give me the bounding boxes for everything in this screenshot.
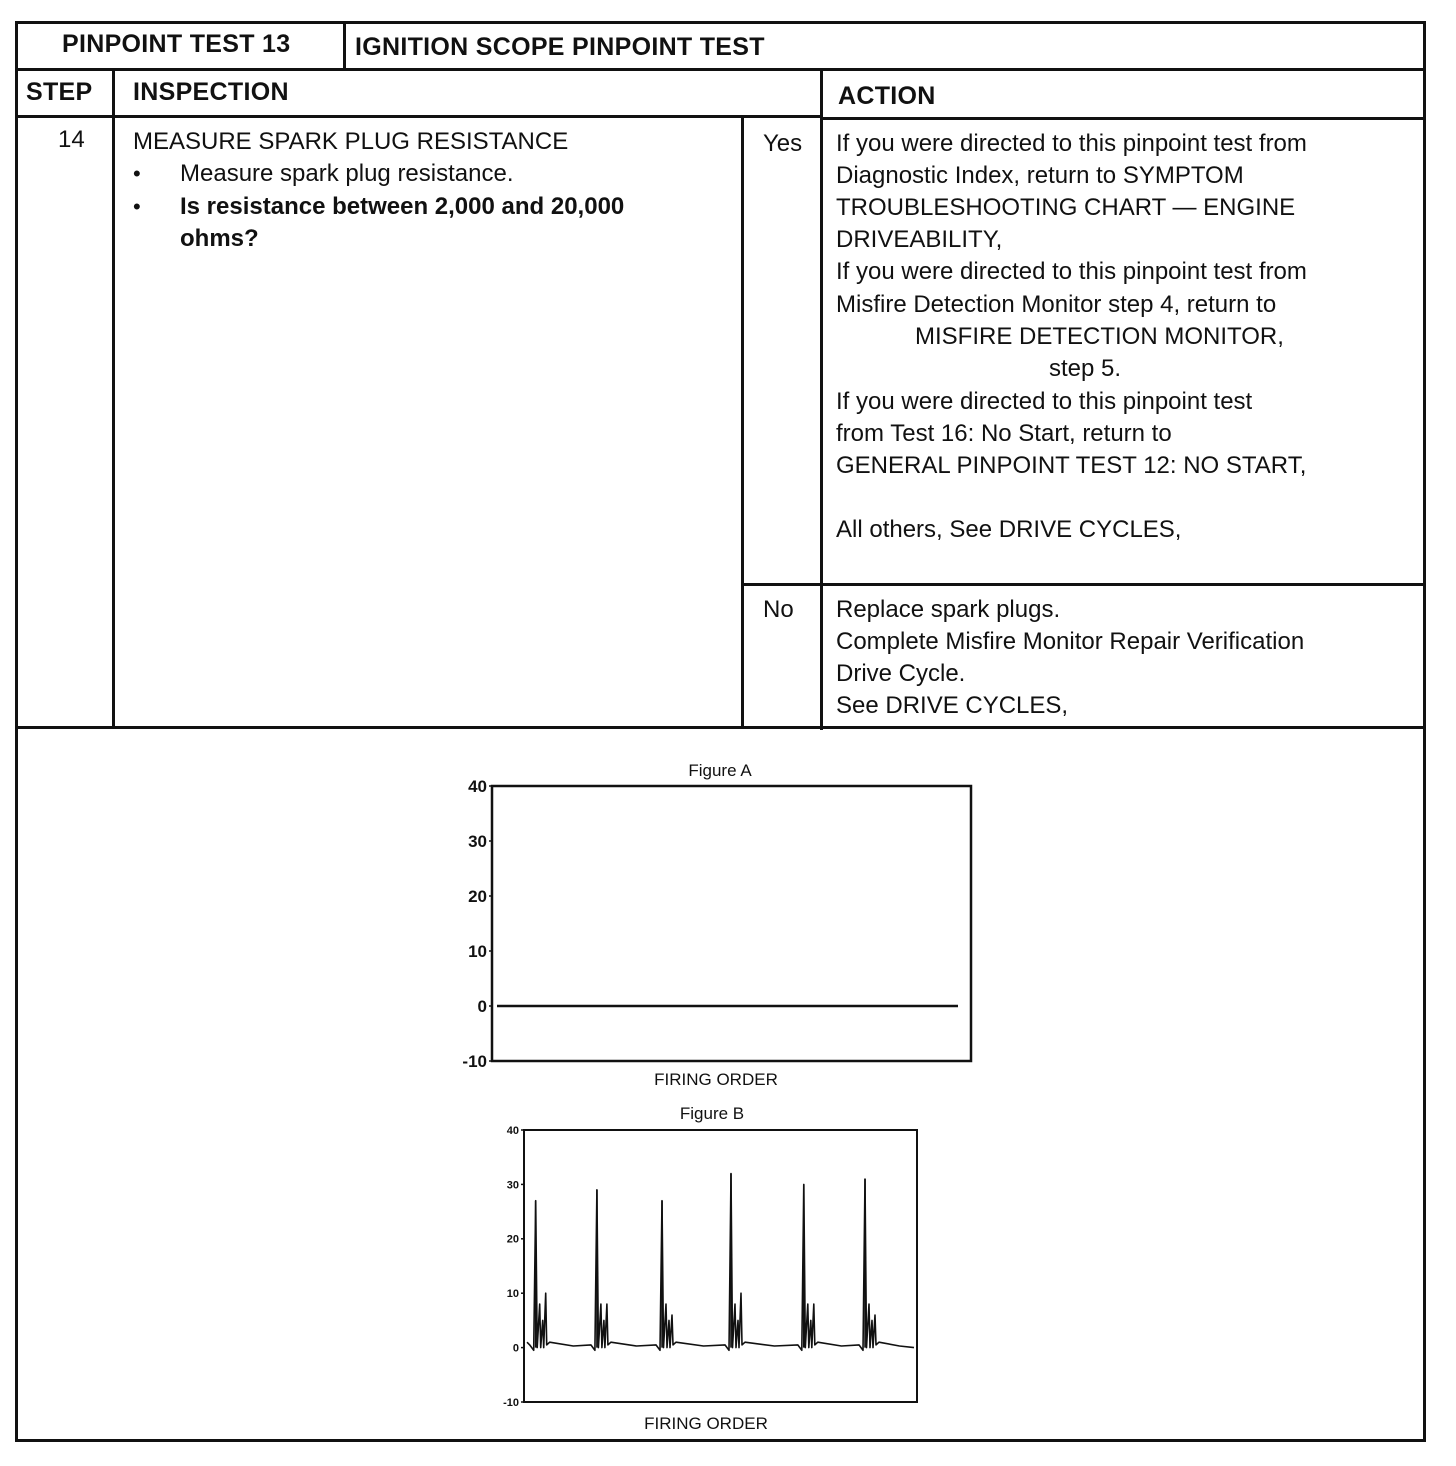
no-action-line: See DRIVE CYCLES, bbox=[836, 692, 1069, 719]
yes-action-line: All others, See DRIVE CYCLES, bbox=[836, 516, 1182, 543]
y-tick-label: 30 bbox=[506, 1179, 519, 1192]
inspection-question-cont: ohms? bbox=[180, 225, 259, 252]
y-tick-label: -10 bbox=[503, 1396, 519, 1409]
figure-a-plot-frame bbox=[492, 786, 971, 1061]
action-column-header: ACTION bbox=[838, 82, 936, 110]
y-tick-label: 30 bbox=[468, 831, 487, 851]
y-tick-label: 0 bbox=[477, 996, 487, 1016]
yes-action-line: If you were directed to this pinpoint test from bbox=[836, 130, 1307, 157]
figure-a bbox=[462, 761, 971, 1089]
yes-action-line: TROUBLESHOOTING CHART — ENGINE bbox=[836, 194, 1296, 221]
step-number: 14 bbox=[58, 126, 85, 153]
step-title: MEASURE SPARK PLUG RESISTANCE bbox=[133, 128, 569, 155]
yes-action-line: step 5. bbox=[1049, 355, 1122, 382]
y-tick-label: 20 bbox=[468, 886, 487, 906]
yes-action-line: MISFIRE DETECTION MONITOR, bbox=[915, 323, 1284, 350]
y-tick-label: -10 bbox=[462, 1051, 487, 1071]
no-action-line: Complete Misfire Monitor Repair Verification bbox=[836, 628, 1305, 655]
test-id: PINPOINT TEST 13 bbox=[62, 30, 291, 58]
inspection-bullet: Measure spark plug resistance. bbox=[180, 160, 514, 187]
yes-action-line: Misfire Detection Monitor step 4, return to bbox=[836, 291, 1277, 318]
yes-action-line: from Test 16: No Start, return to bbox=[836, 420, 1172, 447]
figure-b bbox=[503, 1104, 917, 1433]
figure-b-xlabel: FIRING ORDER bbox=[644, 1414, 768, 1433]
yes-action-line: DRIVEABILITY, bbox=[836, 226, 1003, 253]
y-tick-label: 0 bbox=[512, 1342, 519, 1355]
yes-action-line: If you were directed to this pinpoint test from bbox=[836, 258, 1307, 285]
figure-b-title: Figure B bbox=[679, 1104, 745, 1123]
no-action-line: Replace spark plugs. bbox=[836, 596, 1061, 623]
y-tick-label: 40 bbox=[506, 1124, 519, 1137]
figure-b-trace bbox=[527, 1174, 914, 1351]
y-tick-label: 10 bbox=[468, 941, 487, 961]
yes-action-line: If you were directed to this pinpoint test bbox=[836, 388, 1253, 415]
no-label: No bbox=[763, 596, 794, 623]
bullet-dot: • bbox=[133, 194, 141, 219]
figure-b-plot-frame bbox=[524, 1130, 917, 1402]
yes-label: Yes bbox=[763, 130, 803, 157]
test-title: IGNITION SCOPE PINPOINT TEST bbox=[355, 33, 765, 61]
figure-a-title: Figure A bbox=[688, 761, 752, 780]
bullet-dot: • bbox=[133, 161, 141, 186]
y-tick-label: 20 bbox=[506, 1233, 519, 1246]
inspection-question: Is resistance between 2,000 and 20,000 bbox=[180, 193, 625, 220]
yes-action-line: Diagnostic Index, return to SYMPTOM bbox=[836, 162, 1244, 189]
figure-a-xlabel: FIRING ORDER bbox=[654, 1070, 778, 1089]
inspection-column-header: INSPECTION bbox=[133, 78, 289, 106]
no-action-line: Drive Cycle. bbox=[836, 660, 966, 687]
yes-action-line: GENERAL PINPOINT TEST 12: NO START, bbox=[836, 452, 1307, 479]
y-tick-label: 40 bbox=[468, 776, 487, 796]
step-column-header: STEP bbox=[26, 78, 93, 106]
y-tick-label: 10 bbox=[506, 1288, 519, 1301]
